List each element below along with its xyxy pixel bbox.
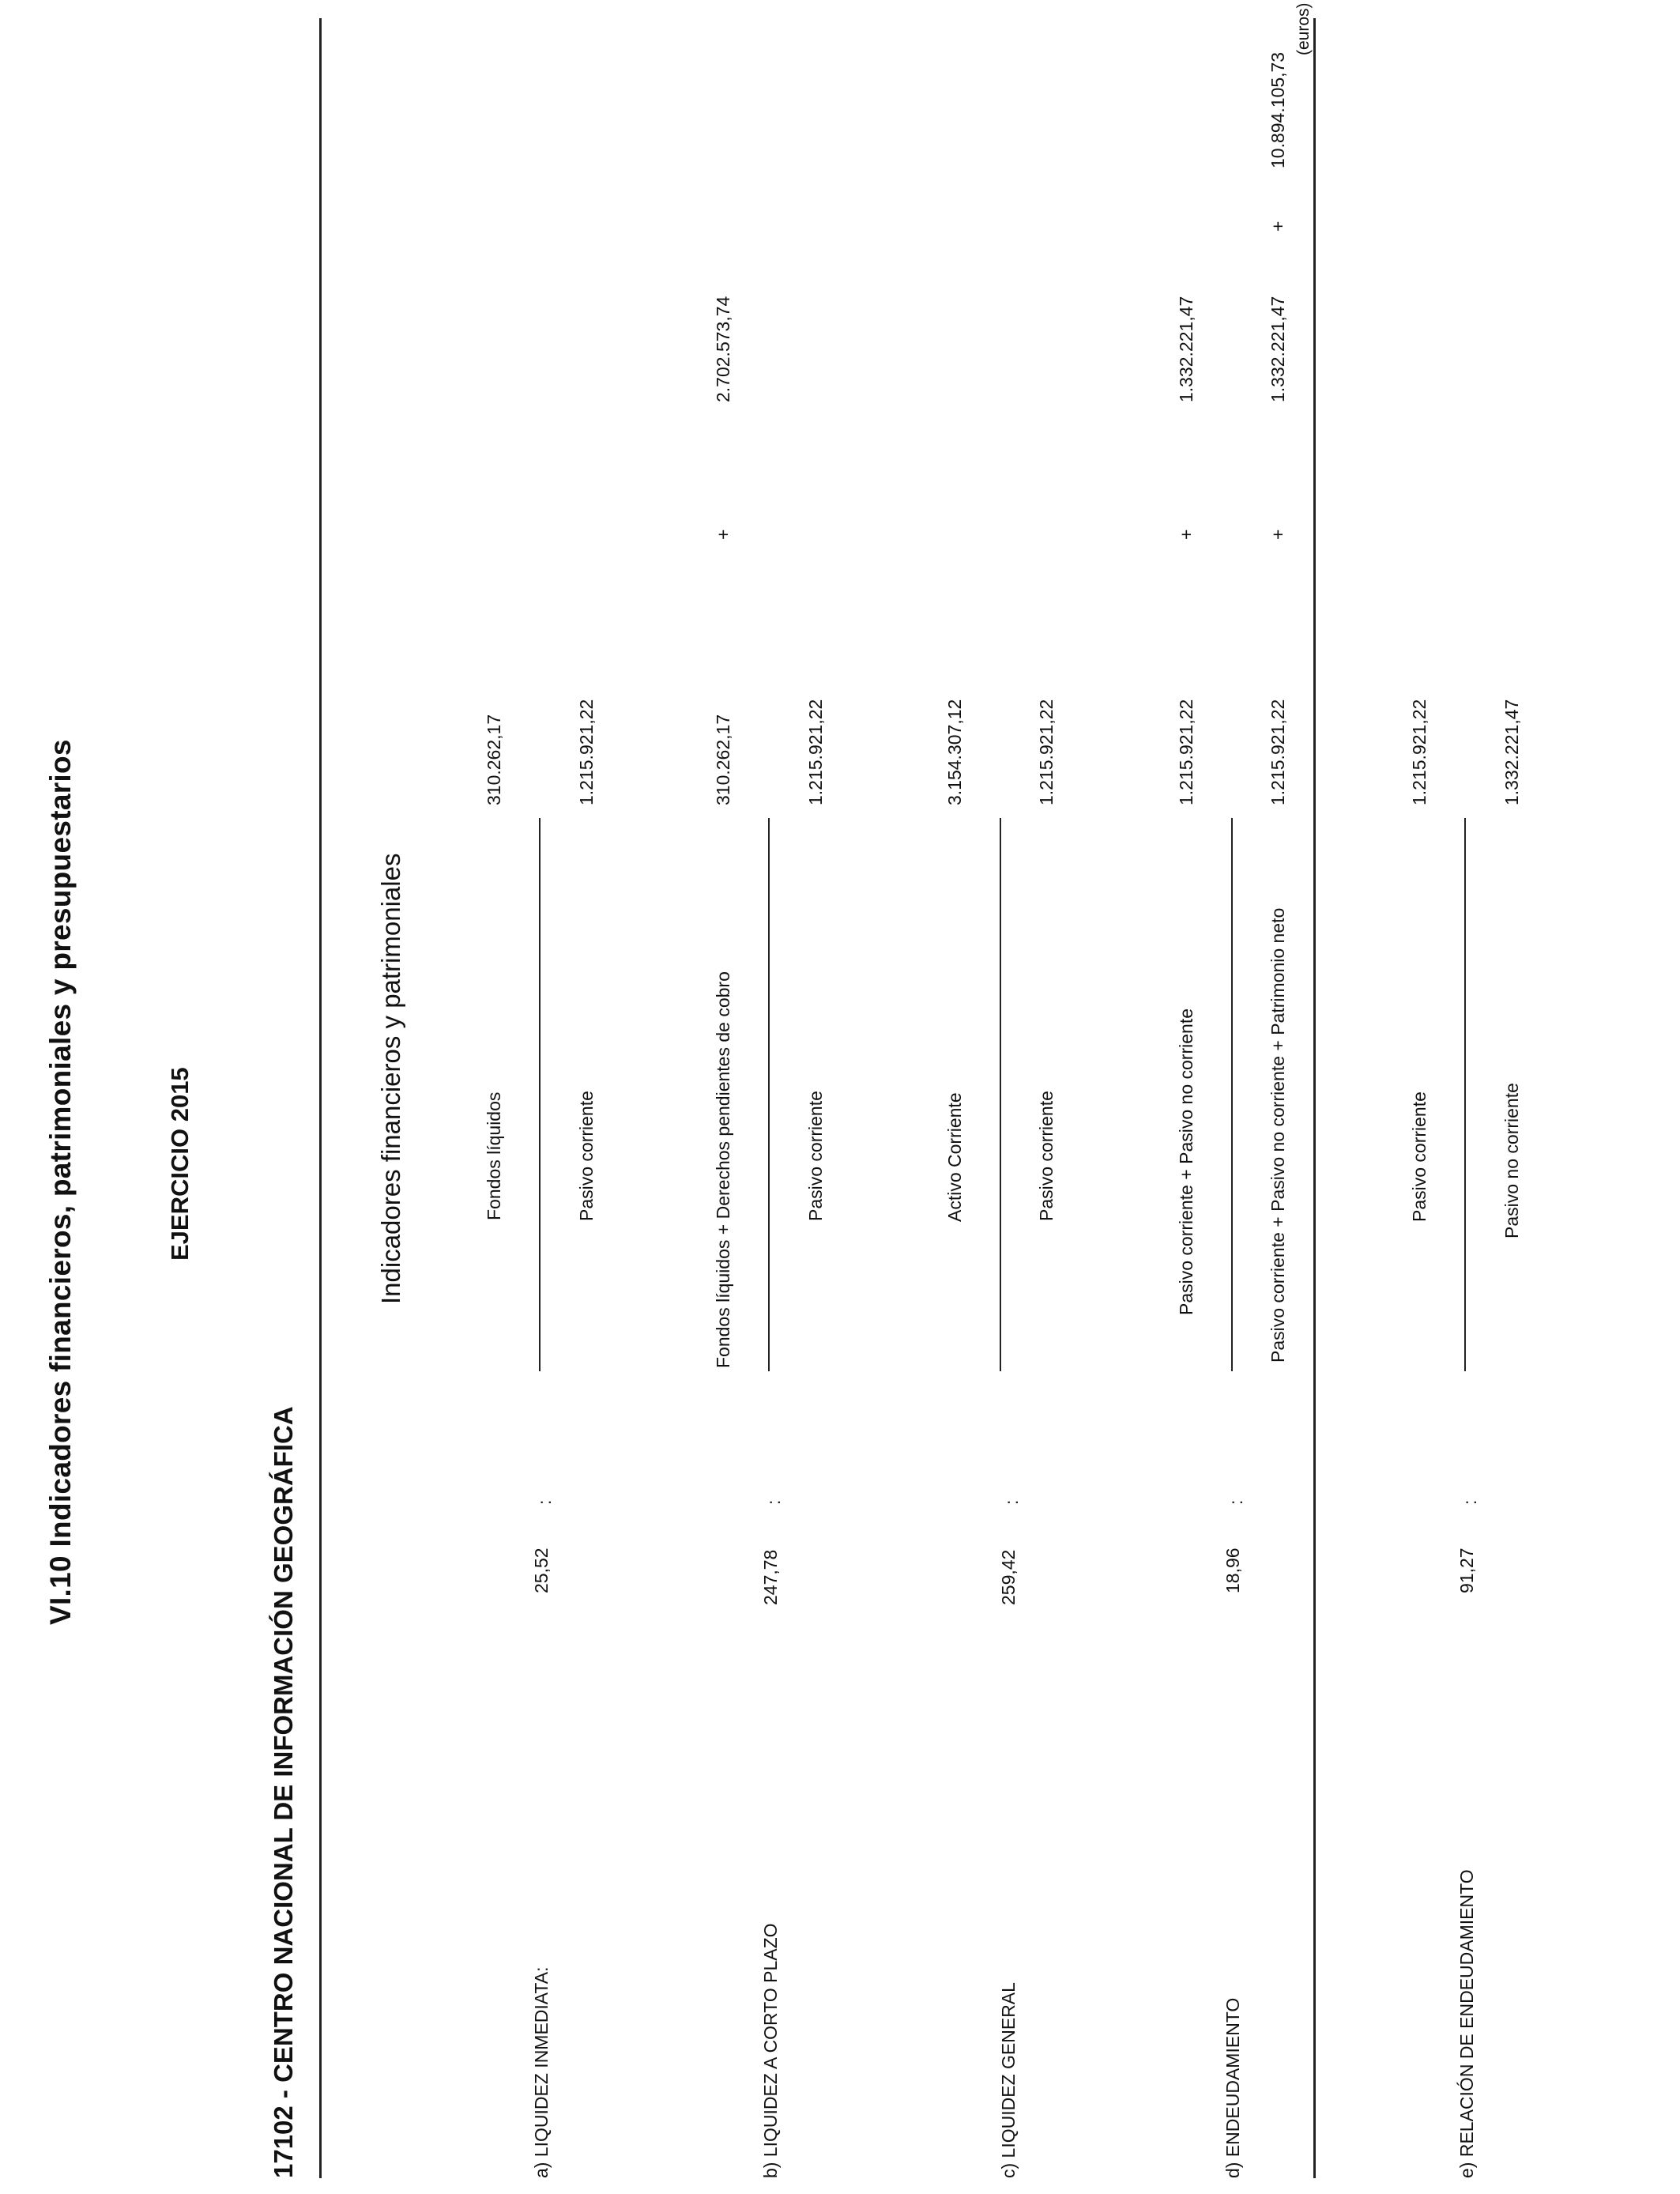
plus-sign: + <box>1268 529 1288 540</box>
numerator-label: Fondos líquidos <box>484 1091 504 1220</box>
plus-sign: + <box>713 529 733 540</box>
numerator-label: Fondos líquidos + Derechos pendientes de cobro <box>713 971 733 1368</box>
numerator-value: 2.702.573,74 <box>713 296 733 402</box>
numerator-value: 3.154.307,12 <box>944 699 965 805</box>
indicator-value: 247,78 <box>760 1549 781 1605</box>
indicator-colon: : <box>534 1499 555 1505</box>
numerator-label: Pasivo corriente + Pasivo no corriente <box>1176 1008 1196 1315</box>
indicator-name: b) LIQUIDEZ A CORTO PLAZO <box>760 1923 781 2178</box>
indicator-colon: : <box>763 1499 784 1505</box>
report-title: VI.10 Indicadores financieros, patrimoniales y presupuestarios <box>44 739 77 1625</box>
entity-underline <box>319 18 322 2178</box>
denominator-value: 1.215.921,22 <box>1268 699 1288 805</box>
denominator-value: 1.215.921,22 <box>576 699 597 805</box>
numerator-label: Activo Corriente <box>944 1092 965 1222</box>
indicator-name: a) LIQUIDEZ INMEDIATA: <box>531 1966 552 2178</box>
indicator-value: 259,42 <box>998 1549 1019 1605</box>
fraction-line <box>768 818 770 1371</box>
denominator-value: 1.215.921,22 <box>1036 699 1057 805</box>
numerator-value: 1.215.921,22 <box>1176 699 1196 805</box>
units-label: (euros) <box>1294 2 1313 55</box>
denominator-label: Pasivo corriente <box>576 1091 597 1221</box>
indicator-colon: : <box>1460 1499 1480 1505</box>
indicator-colon: : <box>1226 1499 1246 1505</box>
denominator-value: 1.332.221,47 <box>1268 296 1288 402</box>
indicator-value: 91,27 <box>1456 1547 1477 1593</box>
numerator-value: 1.332.221,47 <box>1176 296 1196 402</box>
indicator-value: 18,96 <box>1222 1547 1243 1593</box>
fraction-line <box>1464 818 1466 1371</box>
indicator-value: 25,52 <box>531 1547 552 1593</box>
denominator-label: Pasivo no corriente <box>1501 1083 1522 1238</box>
plus-sign: + <box>1176 529 1196 540</box>
section-title: Indicadores financieros y patrimoniales <box>376 853 405 1304</box>
indicator-name: d) ENDEUDAMIENTO <box>1222 1997 1243 2178</box>
denominator-label: Pasivo corriente <box>805 1091 826 1221</box>
exercise-year: EJERCICIO 2015 <box>166 1067 194 1261</box>
denominator-label: Pasivo corriente + Pasivo no corriente + Patrimonio neto <box>1268 907 1288 1363</box>
numerator-value: 310.262,17 <box>713 714 733 805</box>
denominator-value: 1.215.921,22 <box>805 699 826 805</box>
denominator-label: Pasivo corriente <box>1036 1091 1057 1221</box>
numerator-value: 1.215.921,22 <box>1409 699 1430 805</box>
entity-name: 17102 - CENTRO NACIONAL DE INFORMACIÓN GEOGRÁFICA <box>269 1406 298 2178</box>
fraction-line <box>1000 818 1001 1371</box>
denominator-value: 1.332.221,47 <box>1501 699 1522 805</box>
indicator-name: c) LIQUIDEZ GENERAL <box>998 1982 1019 2178</box>
numerator-value: 310.262,17 <box>484 714 504 805</box>
fraction-line <box>1231 818 1233 1371</box>
indicator-name: e) RELACIÓN DE ENDEUDAMIENTO <box>1456 1869 1477 2178</box>
indicator-colon: : <box>1001 1499 1022 1505</box>
page-bottom-rule <box>1313 18 1316 2178</box>
fraction-line <box>539 818 541 1371</box>
denominator-value: 10.894.105,73 <box>1268 51 1288 168</box>
plus-sign: + <box>1268 221 1288 232</box>
numerator-label: Pasivo corriente <box>1409 1091 1430 1222</box>
